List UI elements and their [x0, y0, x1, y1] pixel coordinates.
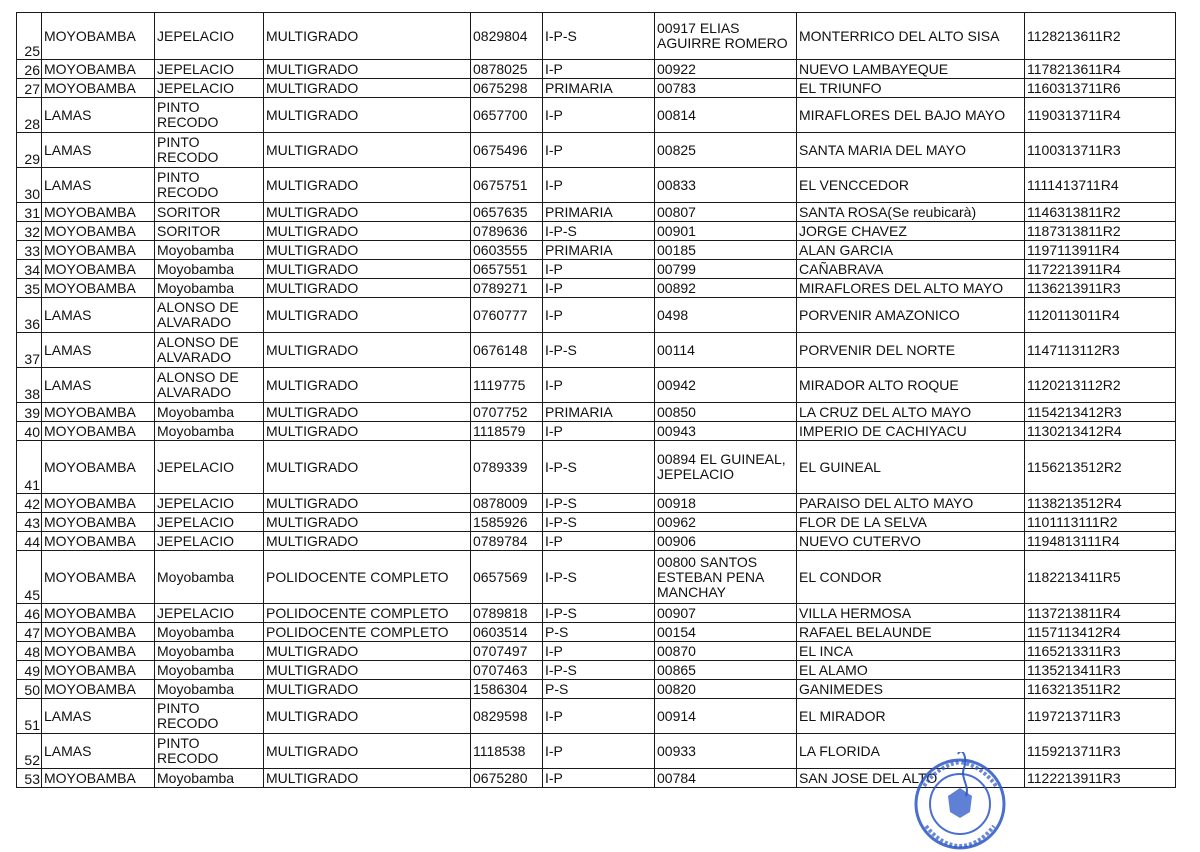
cell-ie: 00962 [655, 513, 797, 532]
cell-prov: MOYOBAMBA [42, 642, 155, 661]
cell-dist: Moyobamba [155, 422, 264, 441]
cell-prov: MOYOBAMBA [42, 623, 155, 642]
cell-level: I-P-S [543, 494, 655, 513]
table-row [17, 642, 1176, 661]
table-row [17, 333, 1176, 368]
cell-type: MULTIGRADO [264, 60, 471, 79]
cell-level: I-P [543, 98, 655, 133]
cell-level: PRIMARIA [543, 241, 655, 260]
cell-n: 47 [17, 623, 42, 642]
cell-id: 1135213411R3 [1025, 661, 1176, 680]
cell-n: 26 [17, 60, 42, 79]
cell-place: EL GUINEAL [797, 441, 1025, 494]
cell-prov: MOYOBAMBA [42, 494, 155, 513]
cell-prov: MOYOBAMBA [42, 13, 155, 60]
cell-code: 0707752 [471, 403, 543, 422]
cell-level: I-P [543, 734, 655, 769]
cell-id: 1182213411R5 [1025, 551, 1176, 604]
cell-id: 1197213711R3 [1025, 699, 1176, 734]
cell-n: 29 [17, 133, 42, 168]
cell-n: 30 [17, 168, 42, 203]
cell-dist: SORITOR [155, 222, 264, 241]
cell-prov: MOYOBAMBA [42, 260, 155, 279]
cell-level: I-P [543, 422, 655, 441]
cell-ie: 00850 [655, 403, 797, 422]
cell-type: MULTIGRADO [264, 661, 471, 680]
cell-prov: MOYOBAMBA [42, 513, 155, 532]
table-row [17, 513, 1176, 532]
table-row [17, 661, 1176, 680]
cell-place: PORVENIR AMAZONICO [797, 298, 1025, 333]
cell-ie: 00800 SANTOS ESTEBAN PENA MANCHAY [655, 551, 797, 604]
cell-dist: Moyobamba [155, 661, 264, 680]
cell-code: 1585926 [471, 513, 543, 532]
table-row [17, 368, 1176, 403]
cell-ie: 00892 [655, 279, 797, 298]
cell-dist: PINTO RECODO [155, 734, 264, 769]
cell-id: 1120113011R4 [1025, 298, 1176, 333]
table-row [17, 241, 1176, 260]
cell-ie: 00943 [655, 422, 797, 441]
cell-dist: Moyobamba [155, 241, 264, 260]
cell-place: EL ALAMO [797, 661, 1025, 680]
cell-ie: 00907 [655, 604, 797, 623]
cell-level: I-P-S [543, 513, 655, 532]
cell-prov: MOYOBAMBA [42, 422, 155, 441]
cell-level: I-P [543, 133, 655, 168]
table-row [17, 532, 1176, 551]
cell-dist: JEPELACIO [155, 604, 264, 623]
cell-n: 41 [17, 441, 42, 494]
schools-table [16, 12, 1176, 788]
cell-prov: MOYOBAMBA [42, 60, 155, 79]
cell-code: 0675751 [471, 168, 543, 203]
cell-dist: SORITOR [155, 203, 264, 222]
cell-code: 0657569 [471, 551, 543, 604]
cell-dist: Moyobamba [155, 403, 264, 422]
cell-type: MULTIGRADO [264, 333, 471, 368]
cell-code: 0789339 [471, 441, 543, 494]
cell-id: 1163213511R2 [1025, 680, 1176, 699]
cell-id: 1194813111R4 [1025, 532, 1176, 551]
cell-ie: 00825 [655, 133, 797, 168]
cell-type: MULTIGRADO [264, 13, 471, 60]
cell-code: 0707497 [471, 642, 543, 661]
cell-type: MULTIGRADO [264, 203, 471, 222]
cell-ie: 00865 [655, 661, 797, 680]
table-row [17, 494, 1176, 513]
cell-level: I-P [543, 699, 655, 734]
cell-dist: JEPELACIO [155, 532, 264, 551]
table-row [17, 699, 1176, 734]
cell-place: LA FLORIDA [797, 734, 1025, 769]
cell-level: I-P-S [543, 13, 655, 60]
cell-level: I-P-S [543, 551, 655, 604]
table-row [17, 79, 1176, 98]
cell-type: MULTIGRADO [264, 494, 471, 513]
cell-id: 1128213611R2 [1025, 13, 1176, 60]
cell-dist: PINTO RECODO [155, 98, 264, 133]
table-row [17, 441, 1176, 494]
cell-id: 1197113911R4 [1025, 241, 1176, 260]
cell-dist: JEPELACIO [155, 513, 264, 532]
cell-n: 31 [17, 203, 42, 222]
cell-dist: Moyobamba [155, 260, 264, 279]
cell-place: MIRADOR ALTO ROQUE [797, 368, 1025, 403]
cell-id: 1172213911R4 [1025, 260, 1176, 279]
cell-id: 1100313711R3 [1025, 133, 1176, 168]
cell-code: 1586304 [471, 680, 543, 699]
cell-prov: LAMAS [42, 133, 155, 168]
table-row [17, 98, 1176, 133]
cell-code: 0829804 [471, 13, 543, 60]
cell-type: MULTIGRADO [264, 403, 471, 422]
cell-code: 0603555 [471, 241, 543, 260]
cell-id: 1111413711R4 [1025, 168, 1176, 203]
cell-prov: LAMAS [42, 298, 155, 333]
cell-place: CAÑABRAVA [797, 260, 1025, 279]
cell-type: MULTIGRADO [264, 279, 471, 298]
cell-code: 0829598 [471, 699, 543, 734]
table-row [17, 604, 1176, 623]
cell-level: I-P [543, 532, 655, 551]
cell-type: MULTIGRADO [264, 513, 471, 532]
cell-prov: MOYOBAMBA [42, 279, 155, 298]
cell-dist: Moyobamba [155, 642, 264, 661]
cell-ie: 00906 [655, 532, 797, 551]
table-row [17, 298, 1176, 333]
cell-level: I-P [543, 368, 655, 403]
table-row [17, 403, 1176, 422]
cell-id: 1138213512R4 [1025, 494, 1176, 513]
cell-n: 25 [17, 13, 42, 60]
cell-level: I-P-S [543, 441, 655, 494]
table-row [17, 203, 1176, 222]
cell-ie: 00814 [655, 98, 797, 133]
cell-code: 0789818 [471, 604, 543, 623]
cell-n: 53 [17, 769, 42, 788]
cell-dist: Moyobamba [155, 680, 264, 699]
cell-place: VILLA HERMOSA [797, 604, 1025, 623]
cell-code: 0657635 [471, 203, 543, 222]
cell-level: I-P [543, 642, 655, 661]
cell-ie: 00799 [655, 260, 797, 279]
cell-place: SANTA ROSA(Se reubicarà) [797, 203, 1025, 222]
cell-dist: ALONSO DE ALVARADO [155, 298, 264, 333]
cell-type: MULTIGRADO [264, 368, 471, 403]
cell-type: MULTIGRADO [264, 532, 471, 551]
cell-id: 1157113412R4 [1025, 623, 1176, 642]
cell-code: 0789636 [471, 222, 543, 241]
cell-level: P-S [543, 680, 655, 699]
cell-id: 1146313811R2 [1025, 203, 1176, 222]
cell-prov: MOYOBAMBA [42, 403, 155, 422]
cell-place: MIRAFLORES DEL BAJO MAYO [797, 98, 1025, 133]
cell-n: 43 [17, 513, 42, 532]
cell-type: MULTIGRADO [264, 441, 471, 494]
cell-level: PRIMARIA [543, 403, 655, 422]
cell-level: I-P [543, 298, 655, 333]
cell-prov: MOYOBAMBA [42, 769, 155, 788]
cell-id: 1160313711R6 [1025, 79, 1176, 98]
cell-place: RAFAEL BELAUNDE [797, 623, 1025, 642]
cell-place: MONTERRICO DEL ALTO SISA [797, 13, 1025, 60]
cell-type: MULTIGRADO [264, 680, 471, 699]
cell-level: PRIMARIA [543, 203, 655, 222]
cell-id: 1101113111R2 [1025, 513, 1176, 532]
cell-ie: 00933 [655, 734, 797, 769]
cell-type: MULTIGRADO [264, 168, 471, 203]
cell-code: 0675280 [471, 769, 543, 788]
table-row [17, 623, 1176, 642]
cell-prov: LAMAS [42, 734, 155, 769]
cell-id: 1122213911R3 [1025, 769, 1176, 788]
cell-place: LA CRUZ DEL ALTO MAYO [797, 403, 1025, 422]
cell-place: SAN JOSE DEL ALTO [797, 769, 1025, 788]
cell-place: NUEVO LAMBAYEQUE [797, 60, 1025, 79]
cell-id: 1187313811R2 [1025, 222, 1176, 241]
cell-n: 51 [17, 699, 42, 734]
cell-id: 1147113112R3 [1025, 333, 1176, 368]
cell-n: 49 [17, 661, 42, 680]
cell-code: 0603514 [471, 623, 543, 642]
cell-place: EL MIRADOR [797, 699, 1025, 734]
cell-level: I-P [543, 60, 655, 79]
cell-ie: 00807 [655, 203, 797, 222]
cell-ie: 00922 [655, 60, 797, 79]
cell-ie: 00901 [655, 222, 797, 241]
cell-code: 0789271 [471, 279, 543, 298]
cell-id: 1159213711R3 [1025, 734, 1176, 769]
cell-code: 0760777 [471, 298, 543, 333]
cell-ie: 00185 [655, 241, 797, 260]
cell-dist: JEPELACIO [155, 13, 264, 60]
cell-prov: MOYOBAMBA [42, 203, 155, 222]
cell-type: POLIDOCENTE COMPLETO [264, 551, 471, 604]
table-row [17, 279, 1176, 298]
cell-level: I-P [543, 279, 655, 298]
cell-ie: 00783 [655, 79, 797, 98]
official-stamp [908, 752, 1018, 852]
cell-ie: 00820 [655, 680, 797, 699]
cell-code: 0878009 [471, 494, 543, 513]
cell-code: 0675298 [471, 79, 543, 98]
cell-ie: 00917 ELIAS AGUIRRE ROMERO [655, 13, 797, 60]
cell-level: I-P-S [543, 661, 655, 680]
cell-n: 42 [17, 494, 42, 513]
cell-level: I-P [543, 168, 655, 203]
cell-prov: LAMAS [42, 98, 155, 133]
cell-dist: JEPELACIO [155, 494, 264, 513]
cell-id: 1120213112R2 [1025, 368, 1176, 403]
cell-id: 1137213811R4 [1025, 604, 1176, 623]
cell-dist: Moyobamba [155, 279, 264, 298]
table-row [17, 13, 1176, 60]
cell-prov: MOYOBAMBA [42, 79, 155, 98]
cell-dist: PINTO RECODO [155, 699, 264, 734]
table-row [17, 222, 1176, 241]
cell-type: POLIDOCENTE COMPLETO [264, 604, 471, 623]
cell-n: 50 [17, 680, 42, 699]
table-row [17, 260, 1176, 279]
cell-code: 0676148 [471, 333, 543, 368]
cell-prov: MOYOBAMBA [42, 222, 155, 241]
cell-ie: 00914 [655, 699, 797, 734]
cell-n: 44 [17, 532, 42, 551]
cell-place: JORGE CHAVEZ [797, 222, 1025, 241]
cell-dist: Moyobamba [155, 769, 264, 788]
cell-place: SANTA MARIA DEL MAYO [797, 133, 1025, 168]
cell-ie: 00894 EL GUINEAL, JEPELACIO [655, 441, 797, 494]
cell-n: 35 [17, 279, 42, 298]
cell-type: MULTIGRADO [264, 98, 471, 133]
cell-type: MULTIGRADO [264, 241, 471, 260]
cell-type: MULTIGRADO [264, 734, 471, 769]
cell-ie: 00784 [655, 769, 797, 788]
cell-n: 46 [17, 604, 42, 623]
cell-type: MULTIGRADO [264, 422, 471, 441]
cell-ie: 00833 [655, 168, 797, 203]
cell-place: EL INCA [797, 642, 1025, 661]
cell-level: PRIMARIA [543, 79, 655, 98]
cell-level: I-P [543, 260, 655, 279]
cell-place: FLOR DE LA SELVA [797, 513, 1025, 532]
cell-type: MULTIGRADO [264, 133, 471, 168]
cell-n: 38 [17, 368, 42, 403]
cell-prov: MOYOBAMBA [42, 661, 155, 680]
cell-code: 0675496 [471, 133, 543, 168]
cell-type: MULTIGRADO [264, 642, 471, 661]
cell-level: I-P-S [543, 604, 655, 623]
cell-prov: LAMAS [42, 368, 155, 403]
cell-type: MULTIGRADO [264, 79, 471, 98]
cell-prov: MOYOBAMBA [42, 680, 155, 699]
cell-n: 39 [17, 403, 42, 422]
cell-type: MULTIGRADO [264, 222, 471, 241]
cell-n: 32 [17, 222, 42, 241]
cell-ie: 00114 [655, 333, 797, 368]
cell-n: 40 [17, 422, 42, 441]
cell-prov: MOYOBAMBA [42, 551, 155, 604]
cell-ie: 00918 [655, 494, 797, 513]
cell-level: I-P-S [543, 333, 655, 368]
cell-prov: LAMAS [42, 699, 155, 734]
cell-type: MULTIGRADO [264, 298, 471, 333]
cell-level: I-P [543, 769, 655, 788]
cell-dist: JEPELACIO [155, 60, 264, 79]
cell-id: 1156213512R2 [1025, 441, 1176, 494]
cell-place: PORVENIR DEL NORTE [797, 333, 1025, 368]
cell-id: 1130213412R4 [1025, 422, 1176, 441]
cell-code: 0789784 [471, 532, 543, 551]
cell-n: 27 [17, 79, 42, 98]
cell-n: 52 [17, 734, 42, 769]
cell-dist: ALONSO DE ALVARADO [155, 333, 264, 368]
cell-prov: MOYOBAMBA [42, 532, 155, 551]
cell-prov: LAMAS [42, 168, 155, 203]
cell-dist: PINTO RECODO [155, 133, 264, 168]
cell-n: 33 [17, 241, 42, 260]
table-row [17, 60, 1176, 79]
cell-place: NUEVO CUTERVO [797, 532, 1025, 551]
cell-place: EL VENCCEDOR [797, 168, 1025, 203]
cell-id: 1190313711R4 [1025, 98, 1176, 133]
cell-code: 0657551 [471, 260, 543, 279]
cell-place: MIRAFLORES DEL ALTO MAYO [797, 279, 1025, 298]
cell-code: 0707463 [471, 661, 543, 680]
cell-code: 1118579 [471, 422, 543, 441]
cell-level: P-S [543, 623, 655, 642]
cell-dist: PINTO RECODO [155, 168, 264, 203]
cell-id: 1136213911R3 [1025, 279, 1176, 298]
table-row [17, 422, 1176, 441]
cell-n: 28 [17, 98, 42, 133]
cell-dist: JEPELACIO [155, 79, 264, 98]
cell-code: 0878025 [471, 60, 543, 79]
cell-code: 1118538 [471, 734, 543, 769]
cell-n: 36 [17, 298, 42, 333]
cell-ie: 0498 [655, 298, 797, 333]
cell-id: 1178213611R4 [1025, 60, 1176, 79]
table-row [17, 133, 1176, 168]
cell-prov: LAMAS [42, 333, 155, 368]
cell-ie: 00942 [655, 368, 797, 403]
cell-n: 45 [17, 551, 42, 604]
cell-code: 0657700 [471, 98, 543, 133]
cell-dist: Moyobamba [155, 623, 264, 642]
cell-code: 1119775 [471, 368, 543, 403]
cell-n: 48 [17, 642, 42, 661]
table-row [17, 680, 1176, 699]
table-row [17, 551, 1176, 604]
cell-level: I-P-S [543, 222, 655, 241]
cell-place: EL CONDOR [797, 551, 1025, 604]
cell-prov: MOYOBAMBA [42, 241, 155, 260]
cell-dist: ALONSO DE ALVARADO [155, 368, 264, 403]
cell-n: 34 [17, 260, 42, 279]
table-row [17, 168, 1176, 203]
cell-id: 1165213311R3 [1025, 642, 1176, 661]
cell-dist: Moyobamba [155, 551, 264, 604]
cell-n: 37 [17, 333, 42, 368]
cell-ie: 00154 [655, 623, 797, 642]
cell-place: ALAN GARCIA [797, 241, 1025, 260]
cell-ie: 00870 [655, 642, 797, 661]
cell-type: MULTIGRADO [264, 769, 471, 788]
cell-place: IMPERIO DE CACHIYACU [797, 422, 1025, 441]
cell-prov: MOYOBAMBA [42, 604, 155, 623]
cell-type: MULTIGRADO [264, 260, 471, 279]
cell-dist: JEPELACIO [155, 441, 264, 494]
cell-type: POLIDOCENTE COMPLETO [264, 623, 471, 642]
cell-place: EL TRIUNFO [797, 79, 1025, 98]
cell-prov: MOYOBAMBA [42, 441, 155, 494]
cell-place: PARAISO DEL ALTO MAYO [797, 494, 1025, 513]
cell-place: GANIMEDES [797, 680, 1025, 699]
cell-type: MULTIGRADO [264, 699, 471, 734]
cell-id: 1154213412R3 [1025, 403, 1176, 422]
